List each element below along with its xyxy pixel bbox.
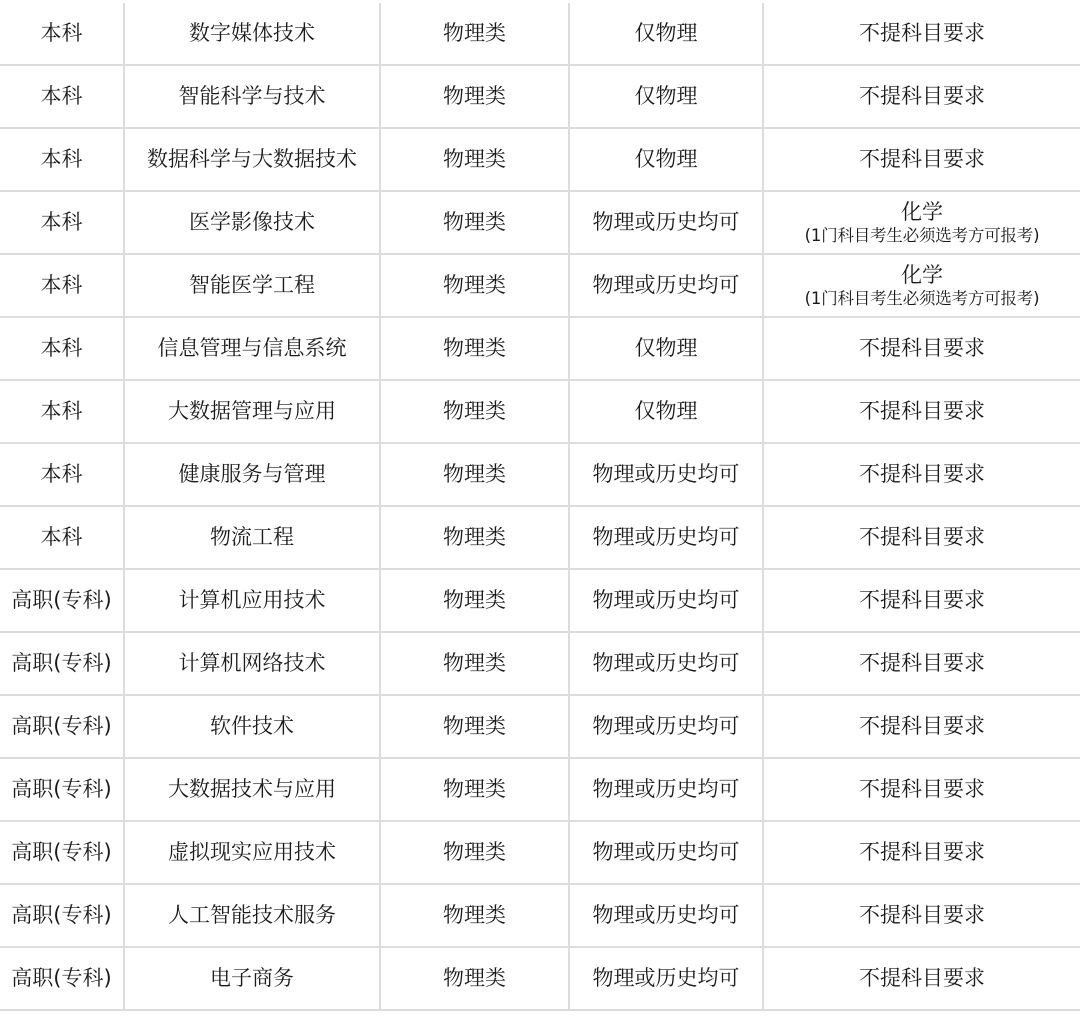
major-cell: 物流工程 bbox=[124, 506, 380, 569]
major-cell: 计算机网络技术 bbox=[124, 632, 380, 695]
category-cell: 物理类 bbox=[380, 695, 569, 758]
requirement-text: 不提科目要求 bbox=[859, 462, 985, 486]
category-cell: 物理类 bbox=[380, 821, 569, 884]
table-row bbox=[0, 3, 1080, 65]
major-cell: 数据科学与大数据技术 bbox=[124, 128, 380, 191]
first-subject-cell: 仅物理 bbox=[569, 3, 763, 65]
requirement-text: 不提科目要求 bbox=[859, 714, 985, 738]
requirement-text: 不提科目要求 bbox=[859, 903, 985, 927]
level-cell: 本科 bbox=[0, 3, 124, 65]
first-subject-cell: 物理或历史均可 bbox=[569, 947, 763, 1010]
major-cell: 虚拟现实应用技术 bbox=[124, 821, 380, 884]
table-row bbox=[0, 947, 1080, 1010]
major-cell: 人工智能技术服务 bbox=[124, 884, 380, 947]
level-cell: 本科 bbox=[0, 128, 124, 191]
category-cell: 物理类 bbox=[380, 317, 569, 380]
first-subject-cell: 物理或历史均可 bbox=[569, 443, 763, 506]
table-row bbox=[0, 632, 1080, 695]
category-cell: 物理类 bbox=[380, 569, 569, 632]
category-cell: 物理类 bbox=[380, 884, 569, 947]
table-row bbox=[0, 65, 1080, 128]
table-row bbox=[0, 884, 1080, 947]
table-row bbox=[0, 317, 1080, 380]
category-cell: 物理类 bbox=[380, 380, 569, 443]
requirement-text: 不提科目要求 bbox=[859, 777, 985, 801]
first-subject-cell: 物理或历史均可 bbox=[569, 569, 763, 632]
level-cell: 高职(专科) bbox=[0, 884, 124, 947]
table-row bbox=[0, 569, 1080, 632]
first-subject-cell: 物理或历史均可 bbox=[569, 821, 763, 884]
requirement-text: 不提科目要求 bbox=[859, 336, 985, 360]
major-cell: 电子商务 bbox=[124, 947, 380, 1010]
major-cell: 信息管理与信息系统 bbox=[124, 317, 380, 380]
table-row bbox=[0, 128, 1080, 191]
level-cell: 本科 bbox=[0, 317, 124, 380]
major-table bbox=[0, 3, 1080, 1011]
requirement-cell bbox=[763, 947, 1080, 1010]
table-row bbox=[0, 443, 1080, 506]
level-cell: 高职(专科) bbox=[0, 947, 124, 1010]
requirement-cell bbox=[763, 821, 1080, 884]
requirement-cell bbox=[763, 569, 1080, 632]
level-cell: 本科 bbox=[0, 191, 124, 254]
major-cell: 医学影像技术 bbox=[124, 191, 380, 254]
level-cell: 高职(专科) bbox=[0, 569, 124, 632]
major-cell: 智能医学工程 bbox=[124, 254, 380, 317]
table-row bbox=[0, 380, 1080, 443]
requirement-cell bbox=[763, 695, 1080, 758]
requirement-cell bbox=[763, 506, 1080, 569]
first-subject-cell: 物理或历史均可 bbox=[569, 254, 763, 317]
first-subject-cell: 物理或历史均可 bbox=[569, 506, 763, 569]
level-cell: 高职(专科) bbox=[0, 695, 124, 758]
first-subject-cell: 物理或历史均可 bbox=[569, 884, 763, 947]
category-cell: 物理类 bbox=[380, 506, 569, 569]
level-cell: 本科 bbox=[0, 443, 124, 506]
requirement-text: 化学 bbox=[901, 199, 943, 224]
requirement-cell bbox=[763, 128, 1080, 191]
first-subject-cell: 物理或历史均可 bbox=[569, 191, 763, 254]
category-cell: 物理类 bbox=[380, 254, 569, 317]
table-row bbox=[0, 254, 1080, 317]
first-subject-cell: 仅物理 bbox=[569, 380, 763, 443]
requirement-text: 不提科目要求 bbox=[859, 651, 985, 675]
category-cell: 物理类 bbox=[380, 3, 569, 65]
requirement-cell bbox=[763, 3, 1080, 65]
requirement-note: (1门科目考生必须选考方可报考) bbox=[804, 288, 1040, 308]
level-cell: 高职(专科) bbox=[0, 758, 124, 821]
table-row bbox=[0, 821, 1080, 884]
requirement-text: 不提科目要求 bbox=[859, 840, 985, 864]
first-subject-cell: 物理或历史均可 bbox=[569, 758, 763, 821]
requirement-cell bbox=[763, 443, 1080, 506]
requirement-text: 不提科目要求 bbox=[859, 147, 985, 171]
major-cell: 智能科学与技术 bbox=[124, 65, 380, 128]
category-cell: 物理类 bbox=[380, 947, 569, 1010]
major-cell: 数字媒体技术 bbox=[124, 3, 380, 65]
table-row bbox=[0, 506, 1080, 569]
requirement-text: 不提科目要求 bbox=[859, 525, 985, 549]
requirement-text: 不提科目要求 bbox=[859, 966, 985, 990]
major-cell: 大数据技术与应用 bbox=[124, 758, 380, 821]
level-cell: 本科 bbox=[0, 65, 124, 128]
table-row bbox=[0, 191, 1080, 254]
requirement-cell bbox=[763, 317, 1080, 380]
requirement-cell bbox=[763, 380, 1080, 443]
first-subject-cell: 物理或历史均可 bbox=[569, 632, 763, 695]
table-row bbox=[0, 695, 1080, 758]
requirement-cell bbox=[763, 632, 1080, 695]
table-row bbox=[0, 758, 1080, 821]
requirement-text: 化学 bbox=[901, 262, 943, 287]
requirement-cell bbox=[763, 758, 1080, 821]
major-cell: 健康服务与管理 bbox=[124, 443, 380, 506]
category-cell: 物理类 bbox=[380, 65, 569, 128]
category-cell: 物理类 bbox=[380, 443, 569, 506]
category-cell: 物理类 bbox=[380, 191, 569, 254]
category-cell: 物理类 bbox=[380, 632, 569, 695]
requirement-cell bbox=[763, 65, 1080, 128]
level-cell: 高职(专科) bbox=[0, 821, 124, 884]
requirement-cell bbox=[763, 884, 1080, 947]
first-subject-cell: 仅物理 bbox=[569, 65, 763, 128]
requirement-text: 不提科目要求 bbox=[859, 588, 985, 612]
major-cell: 计算机应用技术 bbox=[124, 569, 380, 632]
requirement-text: 不提科目要求 bbox=[859, 84, 985, 108]
table-body bbox=[0, 3, 1080, 1010]
level-cell: 本科 bbox=[0, 380, 124, 443]
requirement-text: 不提科目要求 bbox=[859, 399, 985, 423]
requirement-cell bbox=[763, 191, 1080, 254]
level-cell: 高职(专科) bbox=[0, 632, 124, 695]
requirement-cell bbox=[763, 254, 1080, 317]
major-cell: 软件技术 bbox=[124, 695, 380, 758]
first-subject-cell: 仅物理 bbox=[569, 128, 763, 191]
requirement-text: 不提科目要求 bbox=[859, 21, 985, 45]
first-subject-cell: 仅物理 bbox=[569, 317, 763, 380]
first-subject-cell: 物理或历史均可 bbox=[569, 695, 763, 758]
level-cell: 本科 bbox=[0, 506, 124, 569]
category-cell: 物理类 bbox=[380, 128, 569, 191]
level-cell: 本科 bbox=[0, 254, 124, 317]
requirement-note: (1门科目考生必须选考方可报考) bbox=[804, 225, 1040, 245]
major-cell: 大数据管理与应用 bbox=[124, 380, 380, 443]
category-cell: 物理类 bbox=[380, 758, 569, 821]
